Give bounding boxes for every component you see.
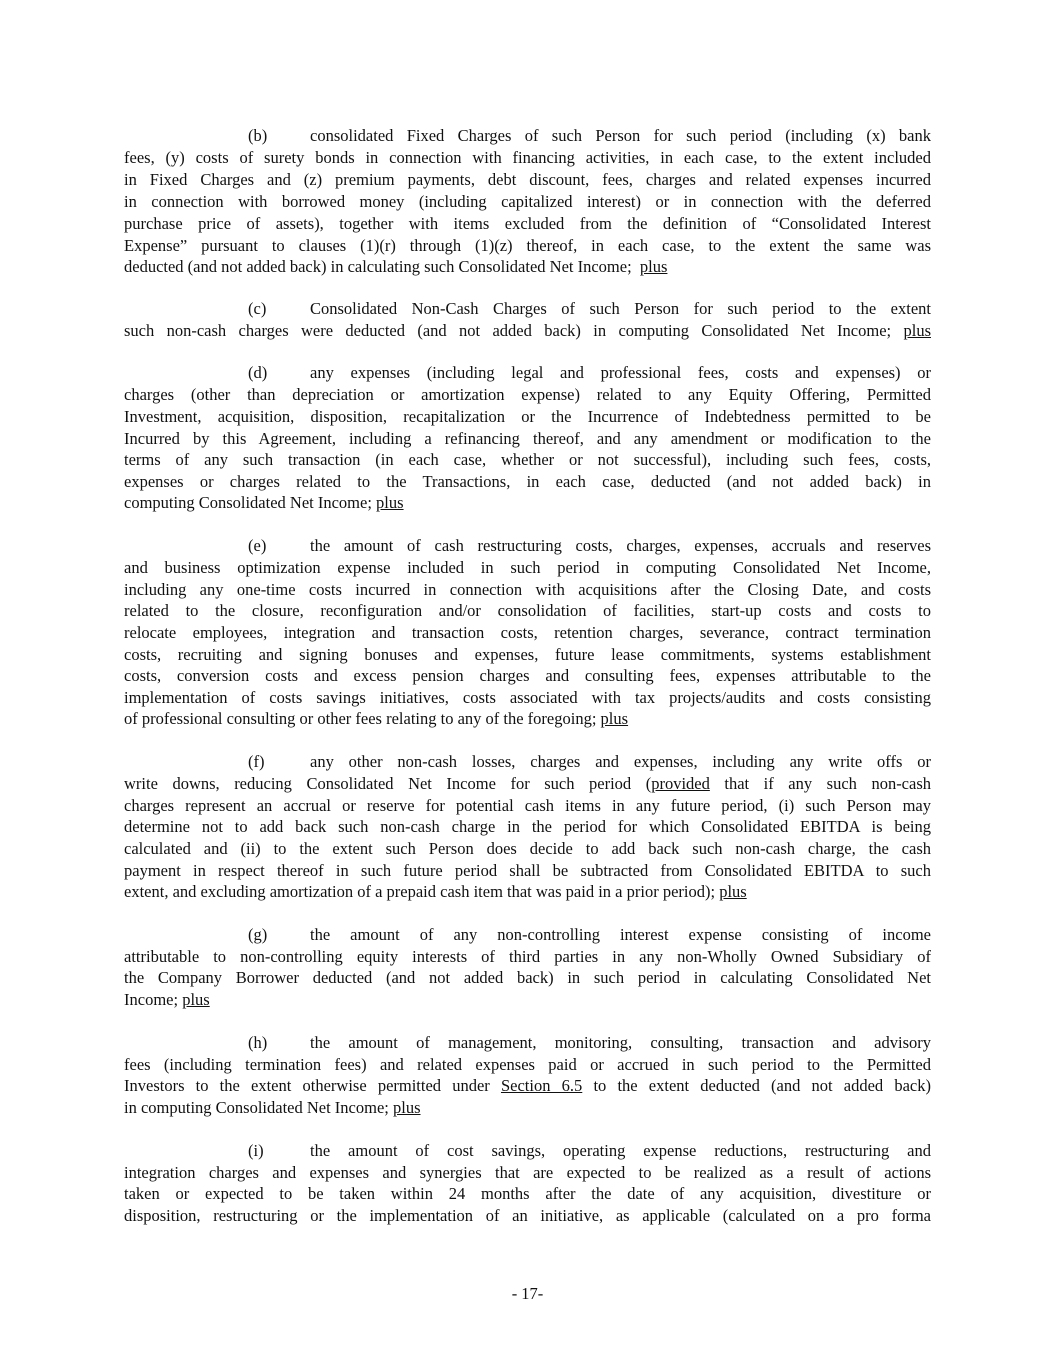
paragraph-line: in computing Consolidated Net Income; plus <box>124 1098 421 1117</box>
paragraph-label: (f) <box>248 752 265 771</box>
paragraph-line: (h) the amount of management, monitoring, consulting, transaction and advisory <box>248 1033 931 1052</box>
plus-term: plus <box>376 493 404 512</box>
paragraph-line: charges (other than depreciation or amortization expense) related to any Equity Offering, Permitted <box>124 385 931 404</box>
paragraph-line: (b) consolidated Fixed Charges of such Person for such period (including (x) bank <box>248 126 931 145</box>
paragraph-line: in Fixed Charges and (z) premium payments, debt discount, fees, charges and related expenses incurred <box>124 170 931 189</box>
paragraph-line: (f) any other non-cash losses, charges and expenses, including any write offs or <box>248 752 931 771</box>
paragraph-line: including any one-time costs incurred in connection with acquisitions after the Closing Date, and costs <box>124 580 931 599</box>
paragraph-line: and business optimization expense included in such period in computing Consolidated Net Income, <box>124 558 931 577</box>
paragraph-line: write downs, reducing Consolidated Net Income for such period (provided that if any such non-cash <box>124 774 931 793</box>
paragraph-line: (c) Consolidated Non-Cash Charges of such Person for such period to the extent <box>248 299 931 318</box>
paragraph-line: of professional consulting or other fees relating to any of the foregoing; plus <box>124 709 629 728</box>
paragraph-label: (i) <box>248 1141 264 1160</box>
paragraph-line: Expense” pursuant to clauses (1)(r) through (1)(z) thereof, in each case, to the extent the same was <box>124 236 931 255</box>
paragraph-line: determine not to add back such non-cash charge in the period for which Consolidated EBITDA is being <box>124 817 931 836</box>
paragraph-line: extent, and excluding amortization of a prepaid cash item that was paid in a prior period); plus <box>124 882 747 901</box>
paragraph-line: Investors to the extent otherwise permitted under Section 6.5 to the extent deducted (and not added back) <box>124 1076 931 1095</box>
paragraph-line: Income; plus <box>124 990 210 1009</box>
paragraph-line: expenses or charges related to the Transactions, in each case, deducted (and not added back) in <box>124 472 931 491</box>
paragraph-label: (d) <box>248 363 268 382</box>
paragraph-line: charges represent an accrual or reserve for potential cash items in any future period, (i) such Person may <box>124 796 931 815</box>
paragraph-line: deducted (and not added back) in calculating such Consolidated Net Income; plus <box>124 257 668 276</box>
paragraph-line: (g) the amount of any non-controlling interest expense consisting of income <box>248 925 931 944</box>
paragraph-label: (g) <box>248 925 268 944</box>
paragraph-line: payment in respect thereof in such future period shall be subtracted from Consolidated EBITDA to such <box>124 861 931 880</box>
paragraph-line: relocate employees, integration and transaction costs, retention charges, severance, contract termination <box>124 623 931 642</box>
paragraph-line: such non-cash charges were deducted (and not added back) in computing Consolidated Net Income; plus <box>124 321 931 340</box>
paragraph-line: Incurred by this Agreement, including a refinancing thereof, and any amendment or modification to the <box>124 429 931 448</box>
plus-term: plus <box>719 882 747 901</box>
section-6-5-link[interactable]: Section 6.5 <box>500 1076 583 1095</box>
paragraph-line: purchase price of assets), together with items excluded from the definition of “Consolidated Interest <box>124 214 931 233</box>
paragraph-line: disposition, restructuring or the implementation of an initiative, as applicable (calculated on a pro forma <box>124 1206 931 1225</box>
paragraph-label: (c) <box>248 299 267 318</box>
paragraph-line: attributable to non-controlling equity interests of third parties in any non-Wholly Owned Subsidiary of <box>124 947 931 966</box>
plus-term: plus <box>639 257 668 276</box>
paragraph-line: in connection with borrowed money (including capitalized interest) or in connection with the deferred <box>124 192 931 211</box>
paragraph-line: costs, conversion costs and excess pension charges and consulting fees, expenses attributable to the <box>124 666 931 685</box>
paragraph-line: costs, recruiting and signing bonuses and expenses, future lease commitments, systems establishment <box>124 645 931 664</box>
paragraph-line: (e) the amount of cash restructuring costs, charges, expenses, accruals and reserves <box>248 536 931 555</box>
plus-term: plus <box>182 990 210 1009</box>
plus-term: plus <box>393 1098 421 1117</box>
provided-term: provided <box>651 774 710 793</box>
paragraph-line: computing Consolidated Net Income; plus <box>124 493 404 512</box>
paragraph-line: fees, (y) costs of surety bonds in connection with financing activities, in each case, to the extent included <box>124 148 931 167</box>
paragraph-line: terms of any such transaction (in each case, whether or not successful), including such fees, costs, <box>124 450 931 469</box>
plus-term: plus <box>600 709 629 728</box>
paragraph-line: (i) the amount of cost savings, operating expense reductions, restructuring and <box>248 1141 931 1160</box>
paragraph-label: (b) <box>248 126 268 145</box>
page-number: - 17- <box>511 1284 544 1303</box>
paragraph-label: (e) <box>248 536 267 555</box>
paragraph-line: implementation of costs savings initiatives, costs associated with tax projects/audits and costs consisting <box>124 688 931 707</box>
paragraph-line: calculated and (ii) to the extent such Person does decide to add back such non-cash charge, the cash <box>124 839 931 858</box>
paragraph-line: Investment, acquisition, disposition, recapitalization or the Incurrence of Indebtedness permitted to be <box>124 407 931 426</box>
paragraph-line: (d) any expenses (including legal and professional fees, costs and expenses) or <box>248 363 931 382</box>
paragraph-label: (h) <box>248 1033 268 1052</box>
paragraph-line: taken or expected to be taken within 24 months after the date of any acquisition, divestiture or <box>124 1184 931 1203</box>
paragraph-line: related to the closure, reconfiguration and/or consolidation of facilities, start-up costs and costs to <box>124 601 931 620</box>
paragraph-line: integration charges and expenses and synergies that are expected to be realized as a result of actions <box>124 1163 931 1182</box>
paragraph-line: fees (including termination fees) and related expenses paid or accrued in such period to the Permitted <box>124 1055 931 1074</box>
paragraph-line: the Company Borrower deducted (and not added back) in such period in calculating Consolidated Net <box>124 968 931 987</box>
plus-term: plus <box>903 321 931 340</box>
